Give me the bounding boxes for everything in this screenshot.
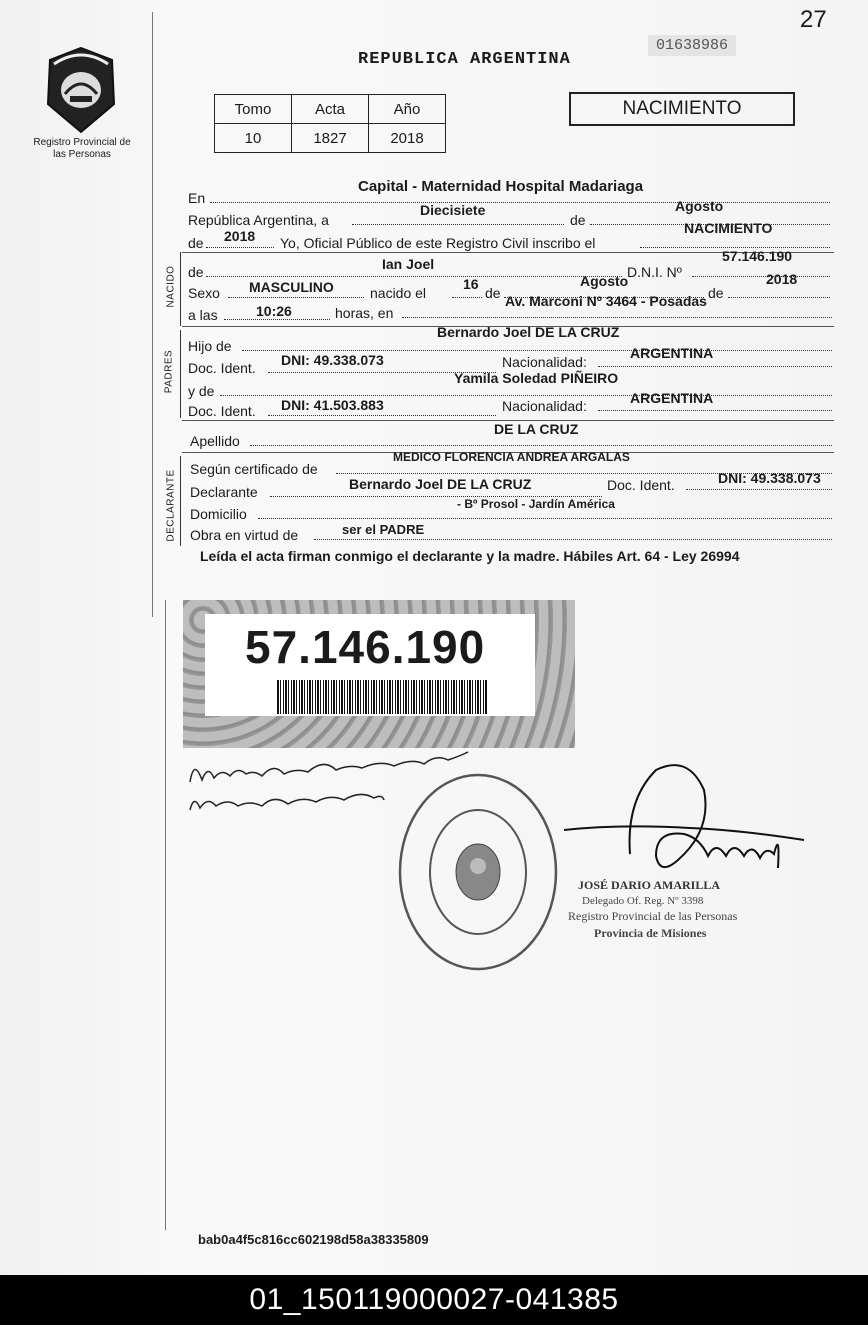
page-number: 27 [800, 6, 827, 33]
footer-bar [0, 1275, 868, 1325]
dni-sticker-number: 57.146.190 [245, 621, 486, 673]
birth-year-value: 2018 [766, 271, 798, 287]
cert-value: MEDICO FLORENCIA ANDREA ARGALAS [393, 450, 630, 464]
official-stamp-icon [396, 770, 562, 976]
official-org: Registro Provincial de las Personas [568, 909, 738, 923]
apellido-label: Apellido [190, 433, 240, 449]
section-label-padres: PADRES [163, 349, 175, 394]
declarante-doc-value: DNI: 49.338.073 [718, 470, 821, 486]
nacido-de-label: de [188, 264, 204, 280]
registry-table [214, 94, 446, 153]
child-dni-value: 57.146.190 [722, 248, 793, 264]
sexo-value: MASCULINO [249, 279, 334, 295]
de-year-label: de [188, 235, 204, 251]
cert-label: Según certificado de [190, 461, 318, 477]
dni-label: D.N.I. Nº [627, 264, 682, 280]
mother-nat-value: ARGENTINA [630, 390, 714, 406]
mother-value: Yamila Soledad PIÑEIRO [454, 370, 619, 386]
domicilio-value: - Bº Prosol - Jardín América [457, 497, 615, 511]
legal-note: Leída el acta firman conmigo el declarante y la madre. Hábiles Art. 64 - Ley 26994 [200, 548, 740, 564]
birth-day-value: 16 [463, 276, 479, 292]
section-label-nacido: NACIDO [165, 265, 177, 308]
mother-doc-label: Doc. Ident. [188, 403, 256, 419]
de-label-2: de [485, 285, 501, 301]
obra-label: Obra en virtud de [190, 527, 299, 543]
registry-value-tomo: 10 [215, 124, 292, 153]
declarante-doc-label: Doc. Ident. [607, 477, 675, 493]
footer-code: 01_150119000027-041385 [249, 1283, 619, 1316]
birth-month-value: Agosto [580, 273, 629, 289]
page-title: REPUBLICA ARGENTINA [358, 50, 571, 69]
barcode-icon [277, 680, 487, 714]
father-doc-value: DNI: 49.338.073 [281, 352, 384, 368]
obra-value: ser el PADRE [342, 522, 425, 537]
registry-header-acta: Acta [292, 95, 369, 124]
document-type-box: NACIMIENTO [569, 92, 795, 126]
hijo-de-label: Hijo de [188, 338, 232, 354]
section-label-declarante: DECLARANTE [165, 469, 177, 542]
official-role: Delegado Of. Reg. Nº 3398 [582, 895, 704, 907]
document-hash: bab0a4f5c816cc602198d58a38335809 [198, 1232, 429, 1247]
dni-sticker [183, 600, 575, 748]
coat-caption: Registro Provincial de las Personas [33, 137, 131, 160]
apellido-value: DE LA CRUZ [494, 421, 579, 437]
declarante-label: Declarante [190, 484, 258, 500]
en-label: En [188, 190, 206, 206]
de-label-3: de [708, 285, 724, 301]
a-las-label: a las [188, 307, 218, 323]
coat-of-arms-icon [40, 44, 122, 136]
registry-value-acta: 1827 [292, 124, 369, 153]
officer-text: Yo, Oficial Público de este Registro Civil inscribo el [280, 235, 596, 251]
time-value: 10:26 [256, 303, 292, 319]
mother-doc-value: DNI: 41.503.883 [281, 397, 384, 413]
official-name: JOSÉ DARIO AMARILLA [578, 878, 721, 892]
father-doc-label: Doc. Ident. [188, 360, 256, 376]
republic-label: República Argentina, a [188, 212, 329, 228]
sexo-label: Sexo [188, 285, 220, 301]
address-value: Av. Marconi Nº 3464 - Posadas [505, 293, 707, 309]
registry-value-ano: 2018 [369, 124, 446, 153]
child-name-value: Ian Joel [382, 256, 435, 272]
event-value: NACIMIENTO [684, 220, 773, 236]
nacido-el-label: nacido el [370, 285, 427, 301]
y-de-label: y de [188, 383, 215, 399]
day-value: Diecisiete [420, 202, 486, 218]
place-value: Capital - Maternidad Hospital Madariaga [358, 178, 644, 195]
registry-header-tomo: Tomo [215, 95, 292, 124]
registry-header-ano: Año [369, 95, 446, 124]
year-value: 2018 [224, 228, 256, 244]
domicilio-label: Domicilio [190, 506, 247, 522]
month-value: Agosto [675, 198, 724, 214]
serial-number: 01638986 [648, 35, 736, 56]
official-province: Provincia de Misiones [594, 926, 707, 940]
father-value: Bernardo Joel DE LA CRUZ [437, 324, 620, 340]
horas-label: horas, en [335, 305, 394, 321]
mother-nat-label: Nacionalidad: [502, 398, 587, 414]
de-label: de [570, 212, 586, 228]
father-nat-value: ARGENTINA [630, 345, 714, 361]
declarante-value: Bernardo Joel DE LA CRUZ [349, 476, 532, 492]
father-nat-label: Nacionalidad: [502, 354, 587, 370]
